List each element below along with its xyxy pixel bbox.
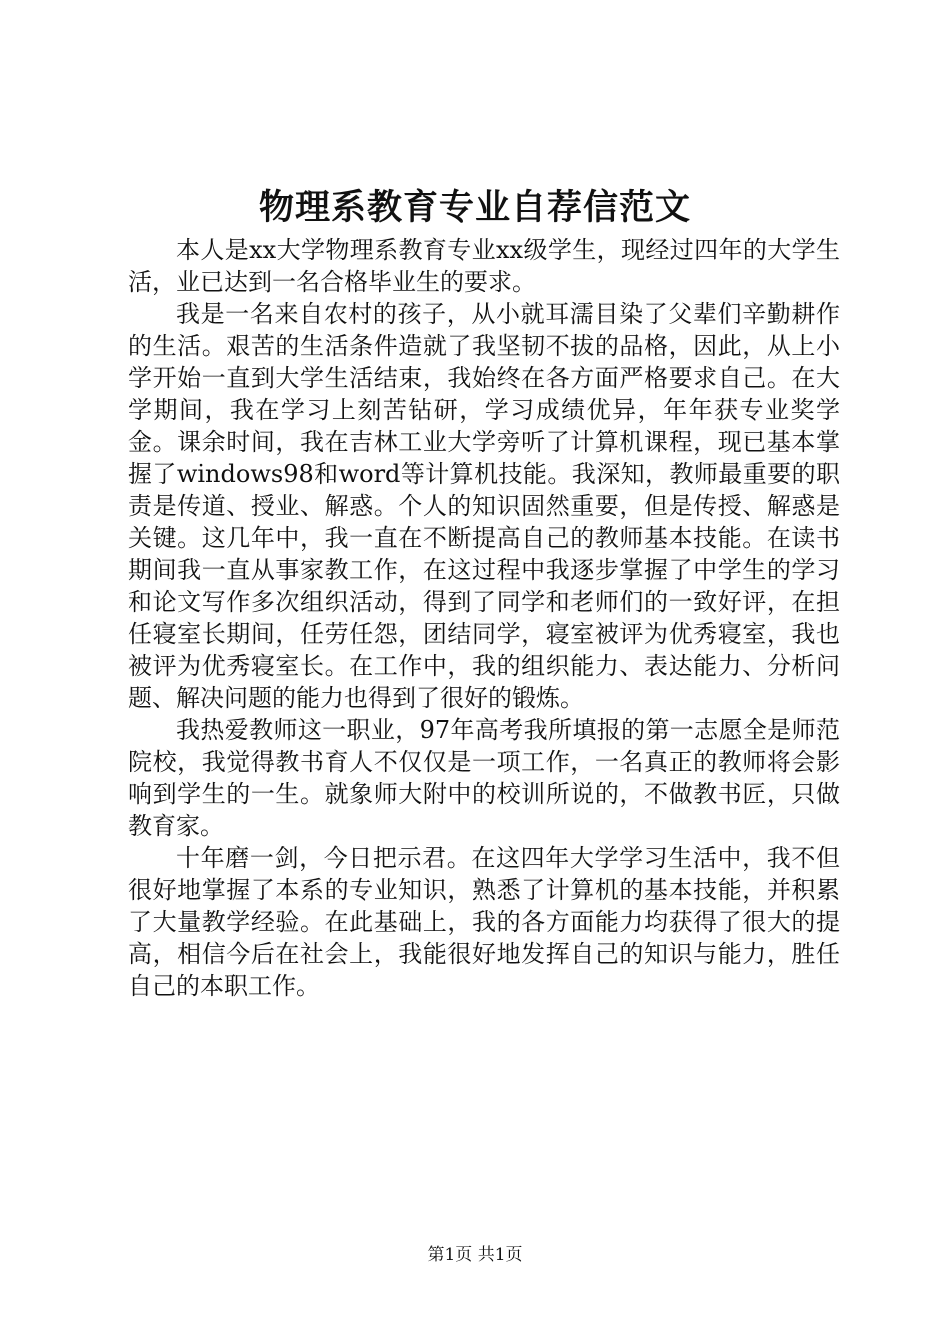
paragraph-3: 我热爱教师这一职业，97年高考我所填报的第一志愿全是师范院校，我觉得教书育人不仅仅是一项工作，一名真正的教师将会影响到学生的一生。就象师大附中的校训所说的，不做教书匠，只做教育家。 xyxy=(128,716,840,840)
document-body xyxy=(128,234,840,1002)
paragraph-2: 我是一名来自农村的孩子，从小就耳濡目染了父辈们辛勤耕作的生活。艰苦的生活条件造就了我坚韧不拔的品格，因此，从上小学开始一直到大学生活结束，我始终在各方面严格要求自己。在大学期间，我在学习上刻苦钻研，学习成绩优异，年年获专业奖学金。课余时间，我在吉林工业大学旁听了计算机课程，现已基本掌握了windows98和word等计算机技能。我深知，教师最重要的职责是传道、授业、解惑。个人的知识固然重要，但是传授、解惑是关键。这几年中，我一直在不断提高自己的教师基本技能。在读书期间我一直从事家教工作，在这过程中我逐步掌握了中学生的学习和论文写作多次组织活动，得到了同学和老师们的一致好评，在担任寝室长期间，任劳任怨，团结同学，寝室被评为优秀寝室，我也被评为优秀寝室长。在工作中，我的组织能力、表达能力、分析问题、解决问题的能力也得到了很好的锻炼。 xyxy=(128,300,840,712)
paragraph-4: 十年磨一剑，今日把示君。在这四年大学学习生活中，我不但很好地掌握了本系的专业知识，熟悉了计算机的基本技能，并积累了大量教学经验。在此基础上，我的各方面能力均获得了很大的提高，相信今后在社会上，我能很好地发挥自己的知识与能力，胜任自己的本职工作。 xyxy=(128,844,840,1000)
document-title: 物理系教育专业自荐信范文 xyxy=(258,187,691,228)
page-footer: 第1页 共1页 xyxy=(427,1245,523,1265)
paragraph-1: 本人是xx大学物理系教育专业xx级学生，现经过四年的大学生活，业已达到一名合格毕业生的要求。 xyxy=(128,236,840,296)
